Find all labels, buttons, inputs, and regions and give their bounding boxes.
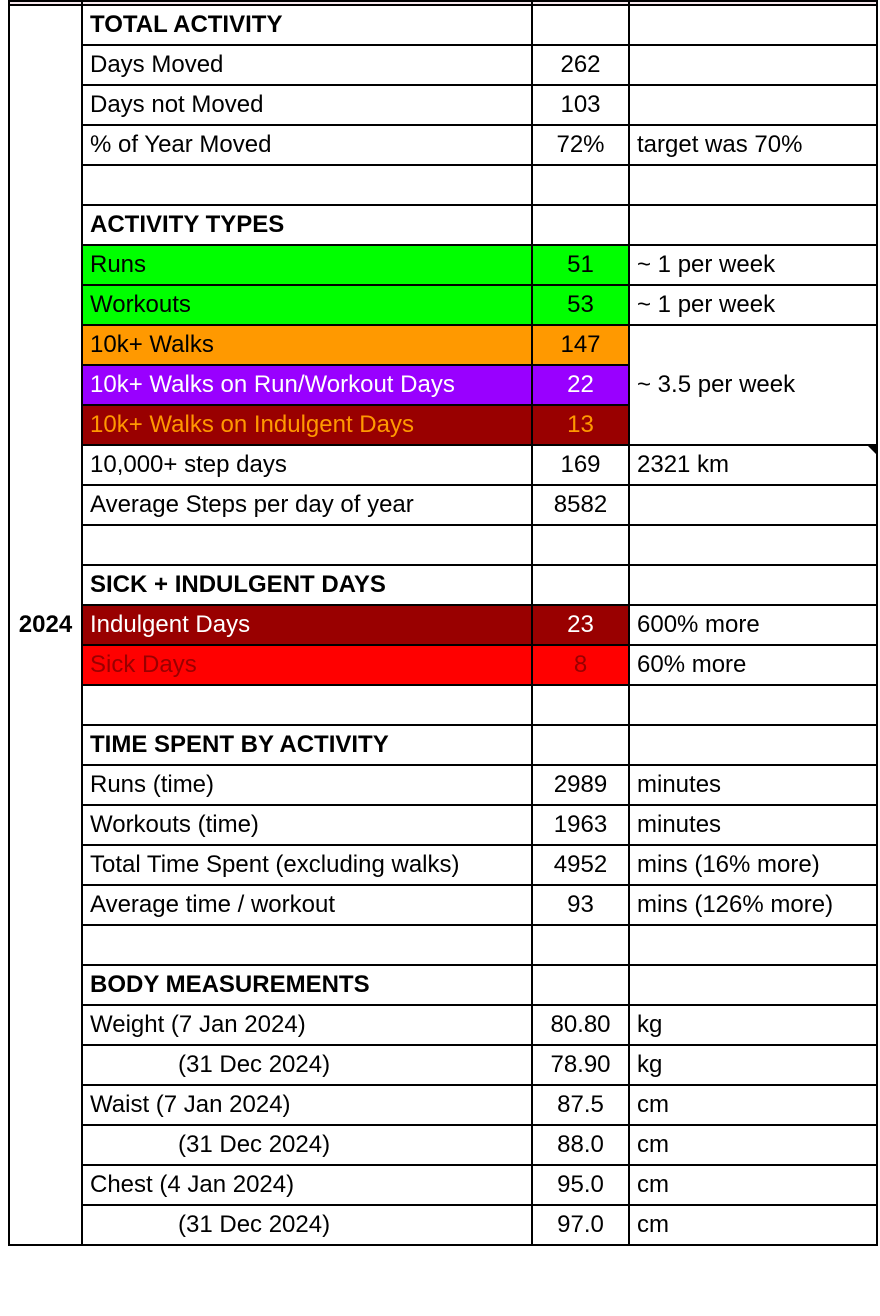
- section-header-row: [9, 965, 877, 1005]
- row-note[interactable]: mins (126% more): [629, 885, 877, 925]
- spacer-row: [9, 925, 877, 965]
- row-value[interactable]: 23: [532, 605, 629, 645]
- row-value[interactable]: 1963: [532, 805, 629, 845]
- row-note[interactable]: ~ 1 per week: [629, 245, 877, 285]
- row-note[interactable]: 60% more: [629, 645, 877, 685]
- table-row: [9, 445, 877, 485]
- row-value[interactable]: 8582: [532, 485, 629, 525]
- empty-cell[interactable]: [532, 565, 629, 605]
- row-label[interactable]: Runs: [82, 245, 532, 285]
- row-note[interactable]: minutes: [629, 805, 877, 845]
- row-note[interactable]: [629, 485, 877, 525]
- empty-cell[interactable]: [82, 525, 532, 565]
- row-note[interactable]: [629, 45, 877, 85]
- row-label[interactable]: Runs (time): [82, 765, 532, 805]
- row-label[interactable]: Average Steps per day of year: [82, 485, 532, 525]
- table-row: [9, 1205, 877, 1245]
- row-value[interactable]: 262: [532, 45, 629, 85]
- empty-cell[interactable]: [629, 925, 877, 965]
- empty-cell[interactable]: [629, 165, 877, 205]
- row-label[interactable]: Waist (7 Jan 2024): [82, 1085, 532, 1125]
- row-value[interactable]: 4952: [532, 845, 629, 885]
- row-value[interactable]: 93: [532, 885, 629, 925]
- row-value[interactable]: 169: [532, 445, 629, 485]
- empty-cell[interactable]: [629, 965, 877, 1005]
- row-value[interactable]: 2989: [532, 765, 629, 805]
- row-note[interactable]: target was 70%: [629, 125, 877, 165]
- row-value[interactable]: 88.0: [532, 1125, 629, 1165]
- empty-cell[interactable]: [629, 525, 877, 565]
- section-header-row: [9, 725, 877, 765]
- table-row: [9, 245, 877, 285]
- empty-cell[interactable]: [629, 725, 877, 765]
- row-note[interactable]: cm: [629, 1205, 877, 1245]
- section-title[interactable]: TIME SPENT BY ACTIVITY: [82, 725, 532, 765]
- table-row: [9, 845, 877, 885]
- row-label[interactable]: Total Time Spent (excluding walks): [82, 845, 532, 885]
- row-label[interactable]: 10,000+ step days: [82, 445, 532, 485]
- table-row: [9, 125, 877, 165]
- row-label[interactable]: Chest (4 Jan 2024): [82, 1165, 532, 1205]
- empty-cell[interactable]: [629, 205, 877, 245]
- row-label[interactable]: Days Moved: [82, 45, 532, 85]
- activity-summary-sheet: [8, 0, 878, 1246]
- row-value[interactable]: 147: [532, 325, 629, 365]
- row-value[interactable]: 78.90: [532, 1045, 629, 1085]
- empty-cell[interactable]: [532, 965, 629, 1005]
- table-row: [9, 765, 877, 805]
- row-value[interactable]: 8: [532, 645, 629, 685]
- row-label[interactable]: 10k+ Walks on Run/Workout Days: [82, 365, 532, 405]
- row-label[interactable]: Indulgent Days: [82, 605, 532, 645]
- table-row: [9, 1005, 877, 1045]
- section-title[interactable]: ACTIVITY TYPES: [82, 205, 532, 245]
- empty-cell[interactable]: [629, 5, 877, 45]
- row-label[interactable]: (31 Dec 2024): [82, 1045, 532, 1085]
- section-title[interactable]: BODY MEASUREMENTS: [82, 965, 532, 1005]
- empty-cell[interactable]: [532, 725, 629, 765]
- row-note[interactable]: [629, 85, 877, 125]
- empty-cell[interactable]: [629, 685, 877, 725]
- empty-cell[interactable]: [532, 525, 629, 565]
- row-label[interactable]: Average time / workout: [82, 885, 532, 925]
- row-value[interactable]: 53: [532, 285, 629, 325]
- row-label[interactable]: Days not Moved: [82, 85, 532, 125]
- table-row: [9, 605, 877, 645]
- spacer-row: [9, 685, 877, 725]
- row-label[interactable]: (31 Dec 2024): [82, 1205, 532, 1245]
- empty-cell[interactable]: [532, 685, 629, 725]
- row-value[interactable]: 97.0: [532, 1205, 629, 1245]
- row-note[interactable]: kg: [629, 1005, 877, 1045]
- empty-cell[interactable]: [532, 205, 629, 245]
- empty-cell[interactable]: [532, 165, 629, 205]
- empty-cell[interactable]: [82, 165, 532, 205]
- row-note[interactable]: cm: [629, 1165, 877, 1205]
- row-note[interactable]: 600% more: [629, 605, 877, 645]
- row-value[interactable]: 87.5: [532, 1085, 629, 1125]
- row-value[interactable]: 22: [532, 365, 629, 405]
- row-label[interactable]: Weight (7 Jan 2024): [82, 1005, 532, 1045]
- table-row: [9, 325, 877, 365]
- empty-cell[interactable]: [532, 5, 629, 45]
- table-row: [9, 485, 877, 525]
- row-note[interactable]: minutes: [629, 765, 877, 805]
- empty-cell[interactable]: [629, 565, 877, 605]
- row-note[interactable]: mins (16% more): [629, 845, 877, 885]
- empty-cell[interactable]: [532, 925, 629, 965]
- table-row: [9, 885, 877, 925]
- row-label[interactable]: 10k+ Walks: [82, 325, 532, 365]
- section-header-row: [9, 5, 877, 45]
- table-row: [9, 1165, 877, 1205]
- row-note[interactable]: cm: [629, 1125, 877, 1165]
- walks-note-cell[interactable]: ~ 3.5 per week: [629, 325, 877, 445]
- table-row: [9, 1085, 877, 1125]
- row-label[interactable]: 10k+ Walks on Indulgent Days: [82, 405, 532, 445]
- row-note[interactable]: [629, 445, 877, 485]
- row-value[interactable]: 51: [532, 245, 629, 285]
- table-row: [9, 805, 877, 845]
- year-cell[interactable]: 2024: [9, 5, 82, 1245]
- empty-cell[interactable]: [82, 925, 532, 965]
- row-note[interactable]: ~ 1 per week: [629, 285, 877, 325]
- section-title[interactable]: SICK + INDULGENT DAYS: [82, 565, 532, 605]
- row-label[interactable]: Workouts: [82, 285, 532, 325]
- row-value[interactable]: 72%: [532, 125, 629, 165]
- comment-marker-icon[interactable]: [868, 446, 876, 454]
- spacer-row: [9, 165, 877, 205]
- row-note-text: 2321 km: [637, 451, 730, 478]
- row-value[interactable]: 103: [532, 85, 629, 125]
- table-row: [9, 85, 877, 125]
- empty-cell[interactable]: [82, 685, 532, 725]
- spacer-row: [9, 525, 877, 565]
- row-label[interactable]: Workouts (time): [82, 805, 532, 845]
- row-value[interactable]: 80.80: [532, 1005, 629, 1045]
- table-row: [9, 45, 877, 85]
- row-value[interactable]: 95.0: [532, 1165, 629, 1205]
- table-row: [9, 285, 877, 325]
- row-note[interactable]: cm: [629, 1085, 877, 1125]
- table-row: [9, 1125, 877, 1165]
- table-row: [9, 645, 877, 685]
- row-label[interactable]: (31 Dec 2024): [82, 1125, 532, 1165]
- row-label[interactable]: Sick Days: [82, 645, 532, 685]
- table-row: [9, 1045, 877, 1085]
- row-value[interactable]: 13: [532, 405, 629, 445]
- row-note[interactable]: kg: [629, 1045, 877, 1085]
- section-title[interactable]: TOTAL ACTIVITY: [82, 5, 532, 45]
- section-header-row: [9, 205, 877, 245]
- section-header-row: [9, 565, 877, 605]
- row-label[interactable]: % of Year Moved: [82, 125, 532, 165]
